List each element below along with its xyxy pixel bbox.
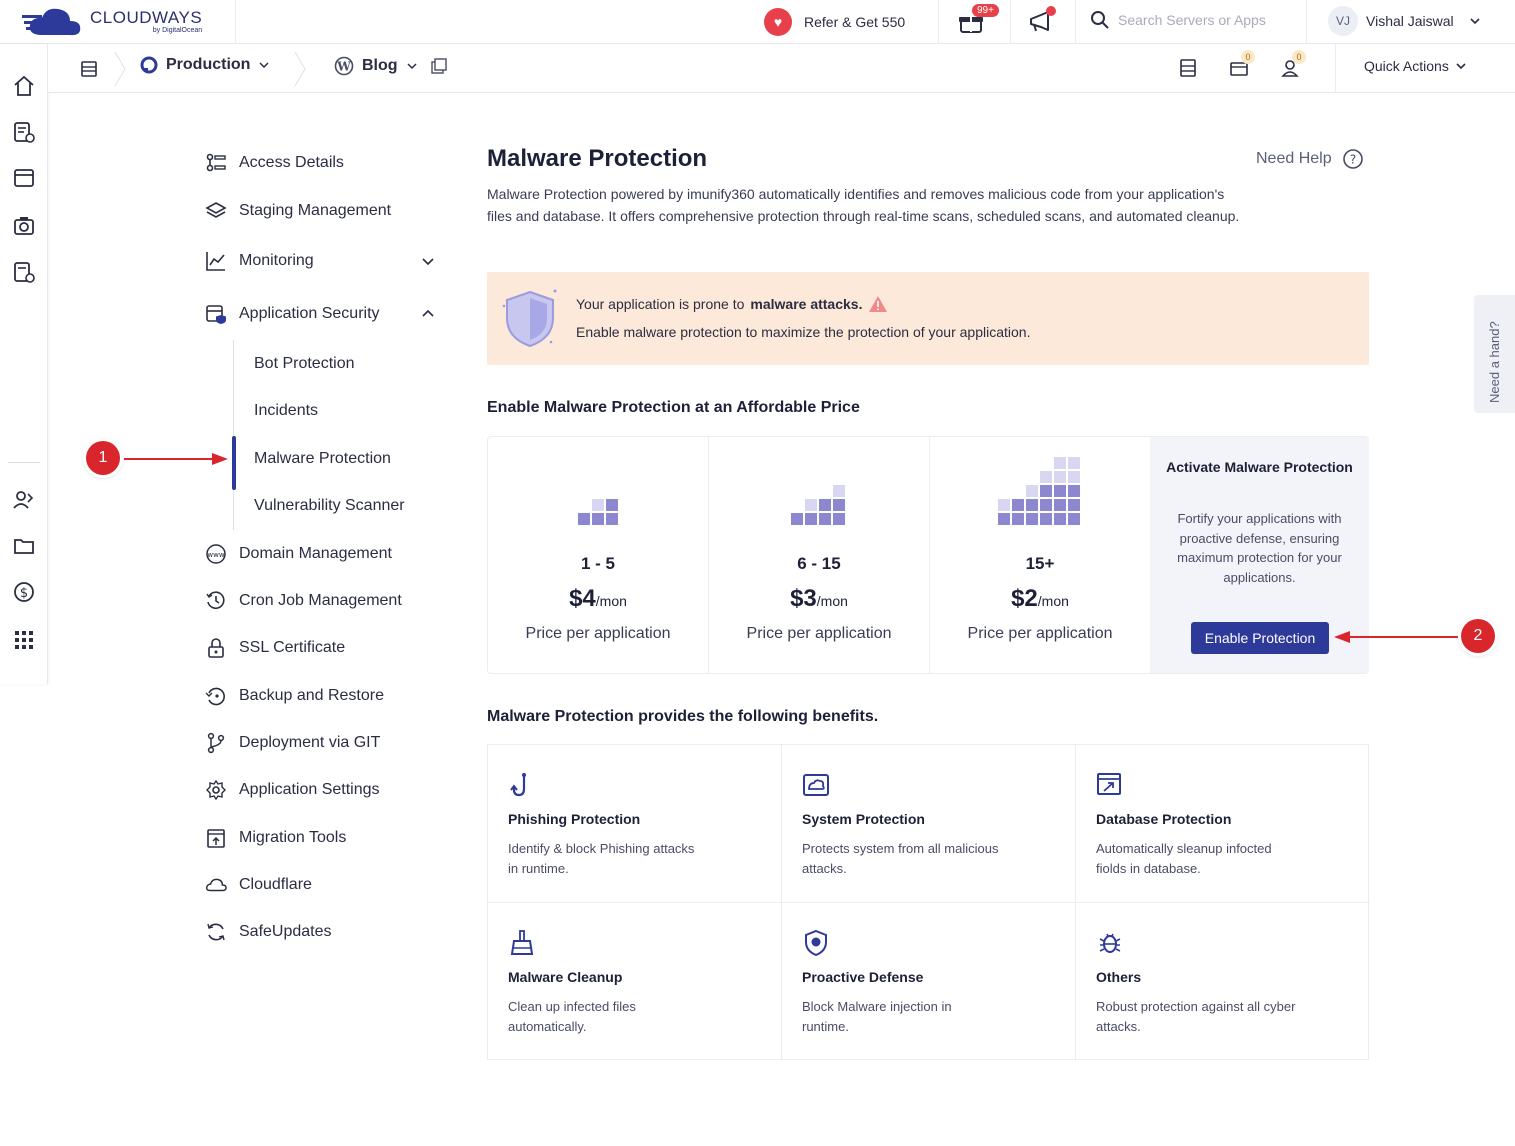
pricing-heading: Enable Malware Protection at an Affordable Price	[487, 399, 860, 416]
shield-icon	[499, 284, 561, 352]
need-help-label: Need Help	[1256, 150, 1332, 167]
benefit-card	[782, 745, 1076, 903]
clock-history-icon	[205, 590, 227, 612]
menu-item-migration[interactable]	[205, 825, 346, 851]
menu-label: Staging Management	[239, 202, 392, 219]
tier-period: /mon	[816, 593, 848, 609]
tier-range: 6 - 15	[797, 554, 841, 573]
chevron-down-icon	[1455, 60, 1467, 72]
pricing-tier-2	[709, 437, 929, 673]
benefit-title: System Protection	[802, 811, 925, 827]
chart-line-icon	[205, 250, 227, 272]
gear-icon	[205, 779, 227, 801]
submenu-vulnerability-scanner[interactable]: Vulnerability Scanner	[254, 497, 405, 514]
benefit-title: Malware Cleanup	[508, 969, 623, 985]
activate-text: Fortify your applications with proactive defense, ensuring maximum protection for your applications.	[1177, 511, 1342, 586]
annotation-marker-1: 1	[86, 441, 120, 475]
submenu-incidents[interactable]: Incidents	[254, 402, 319, 419]
menu-item-safeupdates[interactable]	[205, 919, 332, 945]
tier-period: /mon	[1037, 593, 1069, 609]
home-icon[interactable]	[12, 74, 36, 98]
benefit-title: Others	[1096, 969, 1142, 985]
malware-alert-banner	[487, 272, 1369, 365]
tier-note: Price per application	[525, 625, 671, 642]
menu-label: Monitoring	[239, 252, 314, 269]
breadcrumb-separator	[113, 52, 127, 86]
broom-cleanup-icon	[508, 929, 536, 957]
menu-item-backup[interactable]	[205, 683, 384, 709]
apps-grid-icon[interactable]	[12, 628, 36, 652]
warning-triangle-icon	[868, 295, 888, 313]
benefit-title: Phishing Protection	[508, 811, 641, 827]
benefit-title: Proactive Defense	[802, 969, 924, 985]
menu-label: SafeUpdates	[239, 923, 332, 940]
cloudways-logo[interactable]	[22, 4, 235, 40]
quick-actions-dropdown[interactable]	[1364, 58, 1467, 74]
svg-text:?: ?	[1349, 152, 1356, 167]
benefit-title: Database Protection	[1096, 811, 1232, 827]
billing-icon[interactable]	[12, 580, 36, 604]
tier-note: Price per application	[967, 625, 1113, 642]
refresh-icon	[205, 921, 227, 943]
benefit-card	[1076, 745, 1370, 903]
servers-icon[interactable]	[12, 120, 36, 144]
menu-item-cloudflare[interactable]	[205, 872, 312, 898]
benefit-text: Block Malware injection in runtime.	[802, 999, 952, 1034]
menu-item-application-security[interactable]	[205, 301, 380, 327]
digitalocean-icon	[140, 56, 158, 74]
annotation-arrow-icon	[122, 450, 232, 468]
activate-title: Activate Malware Protection	[1166, 459, 1353, 475]
app-name: Blog	[362, 57, 398, 74]
tier-medium-bars-icon	[791, 483, 847, 527]
team-icon[interactable]	[12, 488, 36, 512]
benefit-text: Automatically sleanup infocted fiolds in database.	[1096, 841, 1272, 876]
svg-text:$: $	[19, 586, 29, 601]
server-name: Production	[166, 56, 251, 73]
server-details-icon[interactable]	[1179, 58, 1197, 78]
git-branch-icon	[205, 732, 227, 754]
menu-label: Application Settings	[239, 781, 380, 798]
menu-item-domain[interactable]	[205, 541, 392, 567]
members-count-badge: 0	[1292, 50, 1306, 64]
folder-icon[interactable]	[12, 534, 36, 558]
need-help-link[interactable]	[1256, 148, 1364, 170]
menu-label: Cron Job Management	[239, 592, 402, 609]
pricing-tier-3	[930, 437, 1150, 673]
menu-label: Cloudflare	[239, 876, 312, 893]
avatar: VJ	[1328, 6, 1358, 36]
chevron-down-icon	[1468, 14, 1482, 28]
active-indicator	[232, 436, 236, 490]
app-security-icon	[205, 303, 227, 325]
menu-item-app-settings[interactable]	[205, 777, 380, 803]
page-title: Malware Protection	[487, 145, 708, 172]
menu-item-git[interactable]	[205, 730, 380, 756]
breadcrumb-app[interactable]	[334, 56, 448, 76]
tier-small-bars-icon	[578, 497, 620, 527]
refer-link[interactable]	[764, 8, 905, 36]
chevron-down-icon	[258, 59, 270, 71]
menu-label: Access Details	[239, 154, 344, 171]
menu-item-ssl[interactable]	[205, 635, 345, 661]
menu-label: Deployment via GIT	[239, 734, 381, 751]
brand-sub: by DigitalOcean	[152, 27, 203, 34]
brand-name: CLOUDWAYS	[90, 8, 203, 27]
layers-icon	[205, 200, 227, 222]
user-menu[interactable]	[1328, 6, 1482, 36]
benefits-grid	[487, 744, 1369, 1060]
menu-label: Backup and Restore	[239, 687, 384, 704]
sub-header	[48, 44, 1515, 93]
backup-restore-icon	[205, 685, 227, 707]
search-icon	[1090, 10, 1110, 30]
benefit-text: Identify & block Phishing attacks in runtime.	[508, 841, 695, 876]
tier-period: /mon	[595, 593, 627, 609]
pricing-panel	[487, 436, 1369, 674]
chevron-down-icon[interactable]	[420, 253, 436, 269]
menu-label: Application Security	[239, 305, 380, 322]
need-a-hand-label: Need a hand?	[1487, 321, 1502, 403]
enable-protection-button[interactable]: Enable Protection	[1191, 622, 1329, 654]
migration-icon	[205, 827, 227, 849]
breadcrumb-server[interactable]	[140, 56, 270, 74]
help-circle-icon	[1342, 148, 1364, 170]
snapshot-icon[interactable]	[12, 214, 36, 238]
svg-text:W: W	[337, 59, 351, 74]
menu-item-monitoring[interactable]	[205, 248, 314, 274]
applications-icon[interactable]	[12, 166, 36, 190]
annotation-marker-2: 2	[1461, 619, 1495, 653]
tier-large-bars-icon	[998, 455, 1082, 527]
chevron-up-icon[interactable]	[420, 306, 436, 322]
open-app-icon[interactable]	[430, 57, 448, 75]
search-input[interactable]: Search Servers or Apps	[1118, 12, 1266, 28]
cloud-logo-icon	[22, 5, 84, 39]
submenu-bot-protection[interactable]: Bot Protection	[254, 355, 355, 372]
heart-icon: ♥	[764, 8, 792, 36]
database-protection-icon	[1096, 771, 1124, 799]
svg-text:www: www	[207, 551, 225, 559]
apps-count-badge: 0	[1241, 50, 1255, 64]
benefit-card	[488, 745, 782, 903]
chevron-down-icon	[406, 60, 418, 72]
alert-text-secondary: Enable malware protection to maximize the protection of your application.	[576, 324, 1031, 340]
fishing-hook-icon	[508, 771, 536, 799]
shield-check-icon	[802, 929, 830, 957]
benefit-text: Protects system from all malicious attacks.	[802, 841, 999, 876]
left-rail	[0, 44, 48, 684]
benefit-card	[488, 903, 782, 1061]
page-description: Malware Protection powered by imunify360 automatically identifies and removes malicious code from your application's files and database. It offers comprehensive protection through real-time scans, scheduled scans, and automated cleanup.	[487, 186, 1240, 224]
tier-range: 1 - 5	[580, 554, 616, 573]
tier-note: Price per application	[746, 625, 892, 642]
access-details-icon	[205, 152, 227, 174]
menu-label: SSL Certificate	[239, 639, 346, 656]
benefit-card	[1076, 903, 1370, 1061]
benefit-text: Robust protection against all cyber attacks.	[1096, 999, 1296, 1034]
benefit-card	[782, 903, 1076, 1061]
menu-label: Migration Tools	[239, 829, 347, 846]
notification-badge: 99+	[972, 4, 999, 17]
alert-text-prefix: Your application is prone to	[576, 296, 745, 312]
tier-price: $3	[790, 585, 817, 612]
lock-icon	[205, 637, 227, 659]
user-name: Vishal Jaiswal	[1366, 13, 1454, 29]
menu-item-cron[interactable]	[205, 588, 402, 614]
pricing-tier-1	[488, 437, 708, 673]
reports-icon[interactable]	[12, 260, 36, 284]
alert-text-bold: malware attacks.	[750, 296, 863, 312]
globe-www-icon	[205, 543, 227, 565]
cloud-icon	[205, 874, 227, 896]
bug-icon	[1096, 929, 1124, 957]
menu-label: Domain Management	[239, 545, 392, 562]
benefit-text: Clean up infected files automatically.	[508, 999, 636, 1034]
menu-item-access-details[interactable]	[205, 150, 344, 176]
annotation-arrow-icon	[1330, 628, 1460, 646]
tier-price: $2	[1011, 585, 1038, 612]
tier-range: 15+	[1025, 554, 1055, 573]
wordpress-icon	[334, 56, 354, 76]
announcement-dot	[1046, 6, 1056, 16]
submenu-malware-protection[interactable]: Malware Protection	[254, 450, 391, 467]
benefits-heading: Malware Protection provides the following benefits.	[487, 708, 879, 725]
tier-price: $4	[569, 585, 596, 612]
breadcrumb-separator	[293, 52, 307, 86]
menu-item-staging[interactable]	[205, 198, 391, 224]
need-a-hand-tab[interactable]	[1474, 295, 1515, 413]
system-protection-icon	[802, 771, 830, 799]
refer-label: Refer & Get 550	[804, 14, 906, 30]
top-bar	[0, 0, 1515, 44]
search-box[interactable]	[1090, 10, 1266, 30]
server-list-icon[interactable]	[80, 60, 98, 78]
quick-actions-label: Quick Actions	[1364, 58, 1449, 74]
